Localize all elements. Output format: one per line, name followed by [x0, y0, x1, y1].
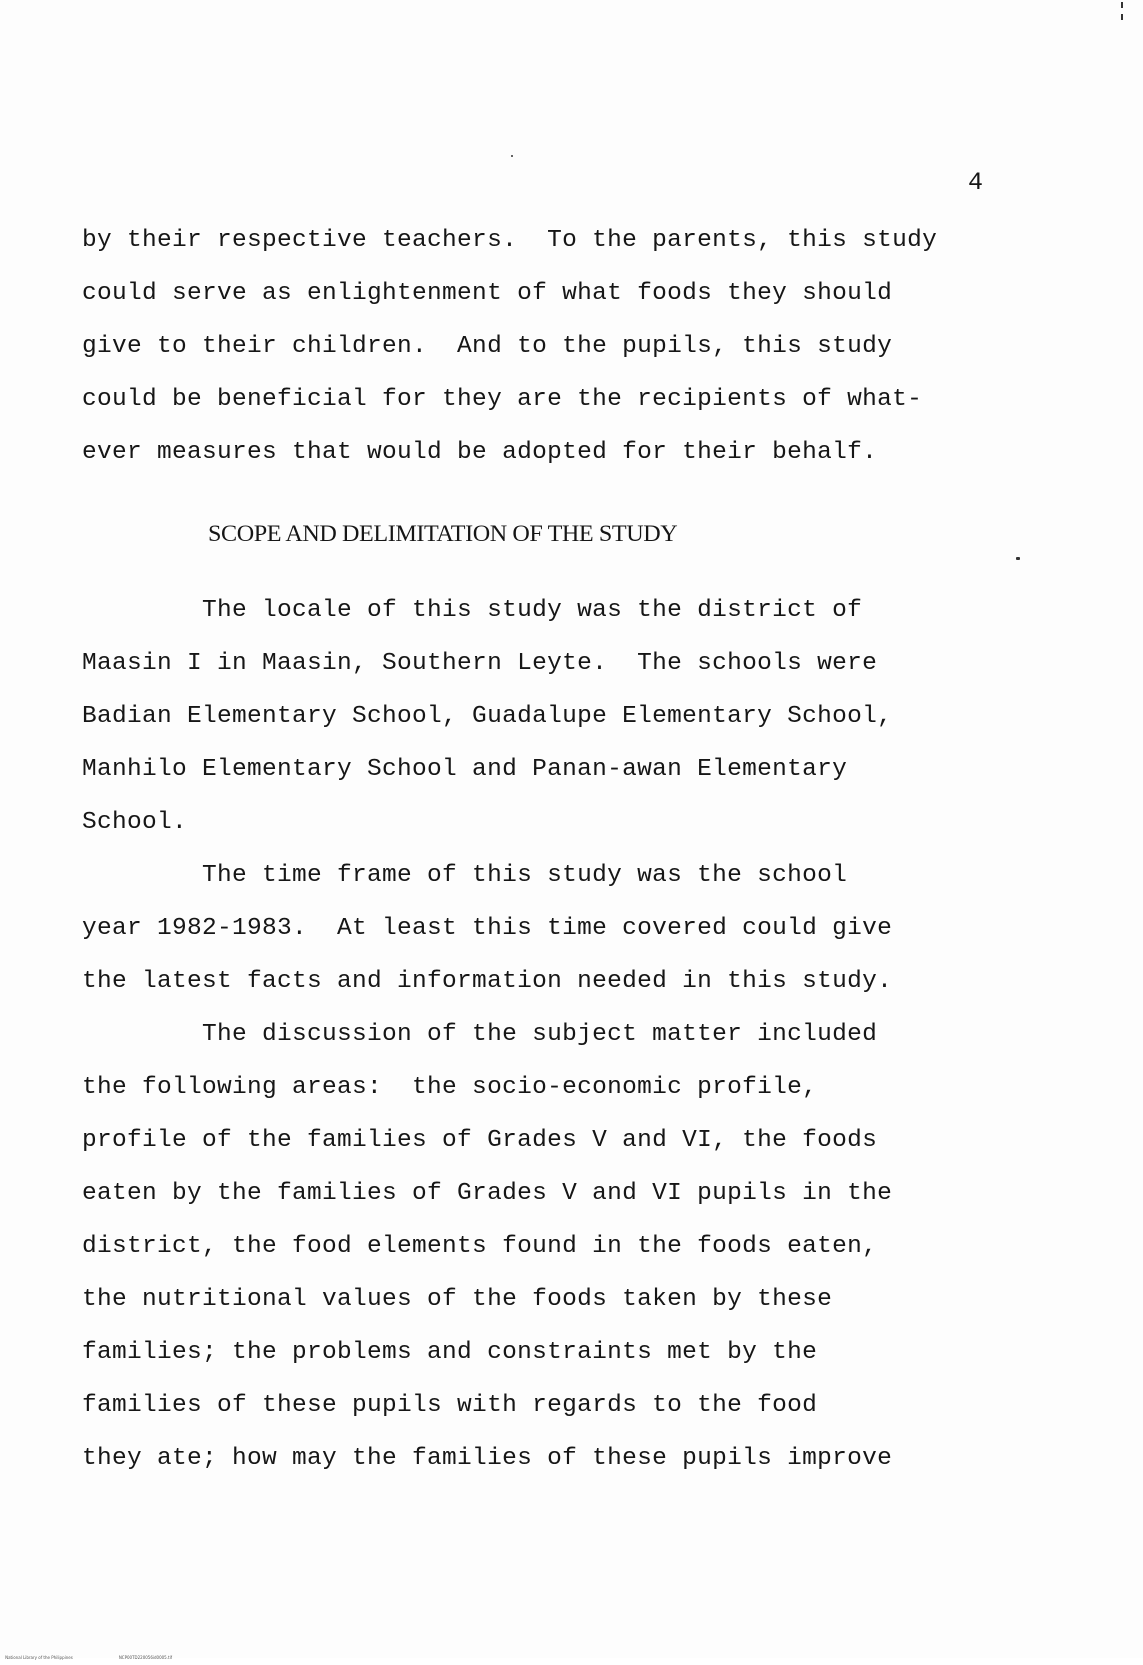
- text-line: School.: [82, 809, 188, 836]
- text-line: the following areas: the socio-economic profile,: [82, 1074, 818, 1101]
- text-line: the nutritional values of the foods taken by these: [82, 1286, 833, 1313]
- text-line: Badian Elementary School, Guadalupe Elementary School,: [82, 703, 893, 730]
- text-line: the latest facts and information needed in this study.: [82, 968, 893, 995]
- text-line: The locale of this study was the district of: [82, 597, 863, 624]
- footer-library: National Library of the Philippines: [5, 1655, 73, 1660]
- text-line: Manhilo Elementary School and Panan-awan Elementary: [82, 756, 848, 783]
- scan-edge-mark: [1121, 14, 1123, 20]
- footer-file-id: NCP00TD220056id0005.tif: [118, 1655, 173, 1660]
- text-line: could be beneficial for they are the recipients of what-: [82, 386, 923, 413]
- text-line: give to their children. And to the pupils, this study: [82, 333, 893, 360]
- text-line: profile of the families of Grades V and VI, the foods: [82, 1127, 878, 1154]
- text-line: The discussion of the subject matter included: [82, 1021, 878, 1048]
- text-line: Maasin I in Maasin, Southern Leyte. The schools were: [82, 650, 878, 677]
- scan-speck: [1016, 557, 1020, 560]
- text-line: by their respective teachers. To the parents, this study: [82, 227, 938, 254]
- text-line: eaten by the families of Grades V and VI pupils in the: [82, 1180, 893, 1207]
- text-line: ever measures that would be adopted for their behalf.: [82, 439, 878, 466]
- section-heading: SCOPE AND DELIMITATION OF THE STUDY: [208, 521, 678, 546]
- text-line: The time frame of this study was the school: [82, 862, 848, 889]
- text-line: could serve as enlightenment of what foods they should: [82, 280, 893, 307]
- scan-speck: [511, 155, 513, 157]
- page-number: 4: [968, 168, 984, 197]
- text-line: year 1982-1983. At least this time covered could give: [82, 915, 893, 942]
- text-line: families of these pupils with regards to the food: [82, 1392, 818, 1419]
- text-line: they ate; how may the families of these pupils improve: [82, 1445, 893, 1472]
- text-line: families; the problems and constraints met by the: [82, 1339, 818, 1366]
- scan-edge-mark: [1121, 2, 1123, 8]
- text-line: district, the food elements found in the foods eaten,: [82, 1233, 878, 1260]
